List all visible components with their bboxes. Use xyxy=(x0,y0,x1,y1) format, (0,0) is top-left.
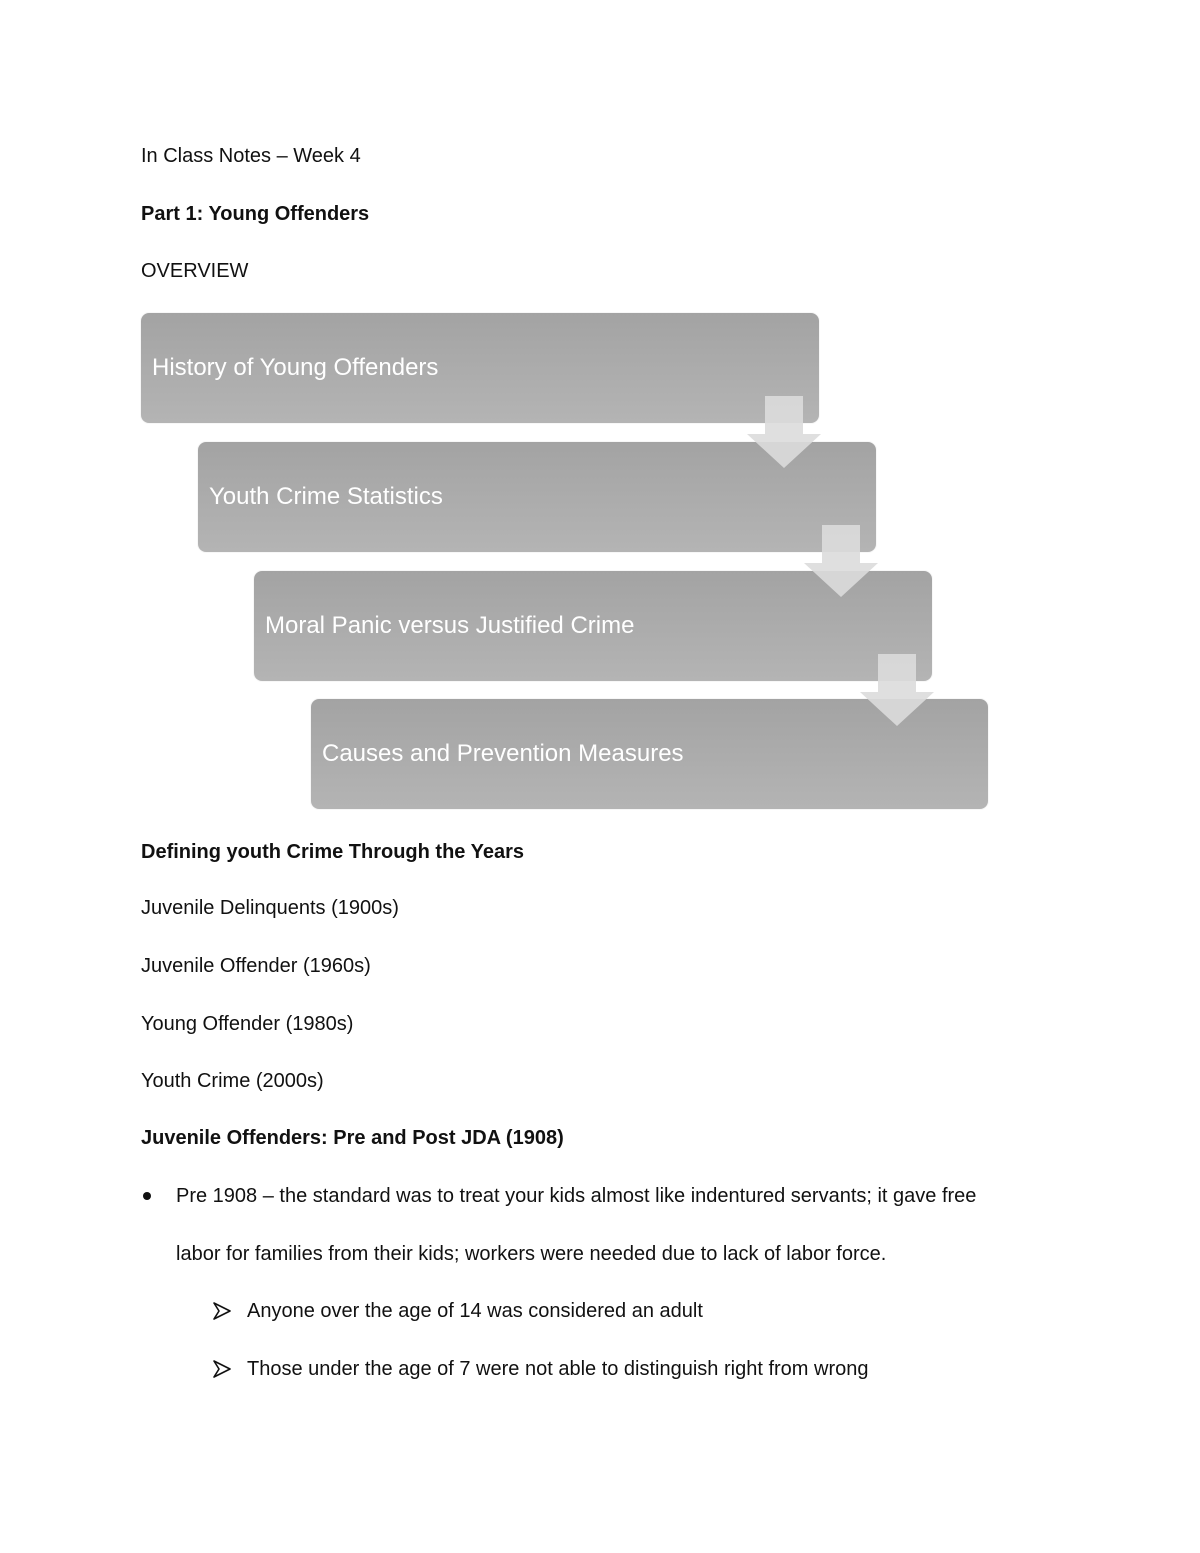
bullet-icon xyxy=(143,1192,151,1200)
sub-list-item: Those under the age of 7 were not able to distinguish right from wrong xyxy=(247,1358,869,1380)
overview-label: OVERVIEW xyxy=(141,260,249,282)
overview-step-label: Causes and Prevention Measures xyxy=(322,740,684,767)
list-item: Juvenile Delinquents (1900s) xyxy=(141,897,399,919)
bullet-text-line: labor for families from their kids; workers were needed due to lack of labor force. xyxy=(176,1243,887,1265)
bullet-text-line: Pre 1908 – the standard was to treat your kids almost like indentured servants; it gave free xyxy=(176,1185,977,1207)
defining-heading: Defining youth Crime Through the Years xyxy=(141,841,525,863)
document-title: In Class Notes – Week 4 xyxy=(141,145,361,167)
sub-list-item: Anyone over the age of 14 was considered an adult xyxy=(247,1300,703,1322)
down-arrow-icon xyxy=(747,396,821,468)
jda-heading: Juvenile Offenders: Pre and Post JDA (1908) xyxy=(141,1127,564,1149)
part-heading: Part 1: Young Offenders xyxy=(141,203,370,225)
overview-step-label: Youth Crime Statistics xyxy=(209,483,443,510)
down-arrow-icon xyxy=(860,654,934,726)
list-item: Juvenile Offender (1960s) xyxy=(141,955,371,977)
arrowhead-bullet-icon xyxy=(213,1302,231,1320)
arrowhead-bullet-icon xyxy=(213,1360,231,1378)
overview-step-label: Moral Panic versus Justified Crime xyxy=(265,612,635,639)
down-arrow-icon xyxy=(804,525,878,597)
overview-step-label: History of Young Offenders xyxy=(152,354,439,381)
overview-step-1 xyxy=(141,313,819,423)
list-item: Youth Crime (2000s) xyxy=(141,1070,324,1092)
list-item: Young Offender (1980s) xyxy=(141,1013,354,1035)
